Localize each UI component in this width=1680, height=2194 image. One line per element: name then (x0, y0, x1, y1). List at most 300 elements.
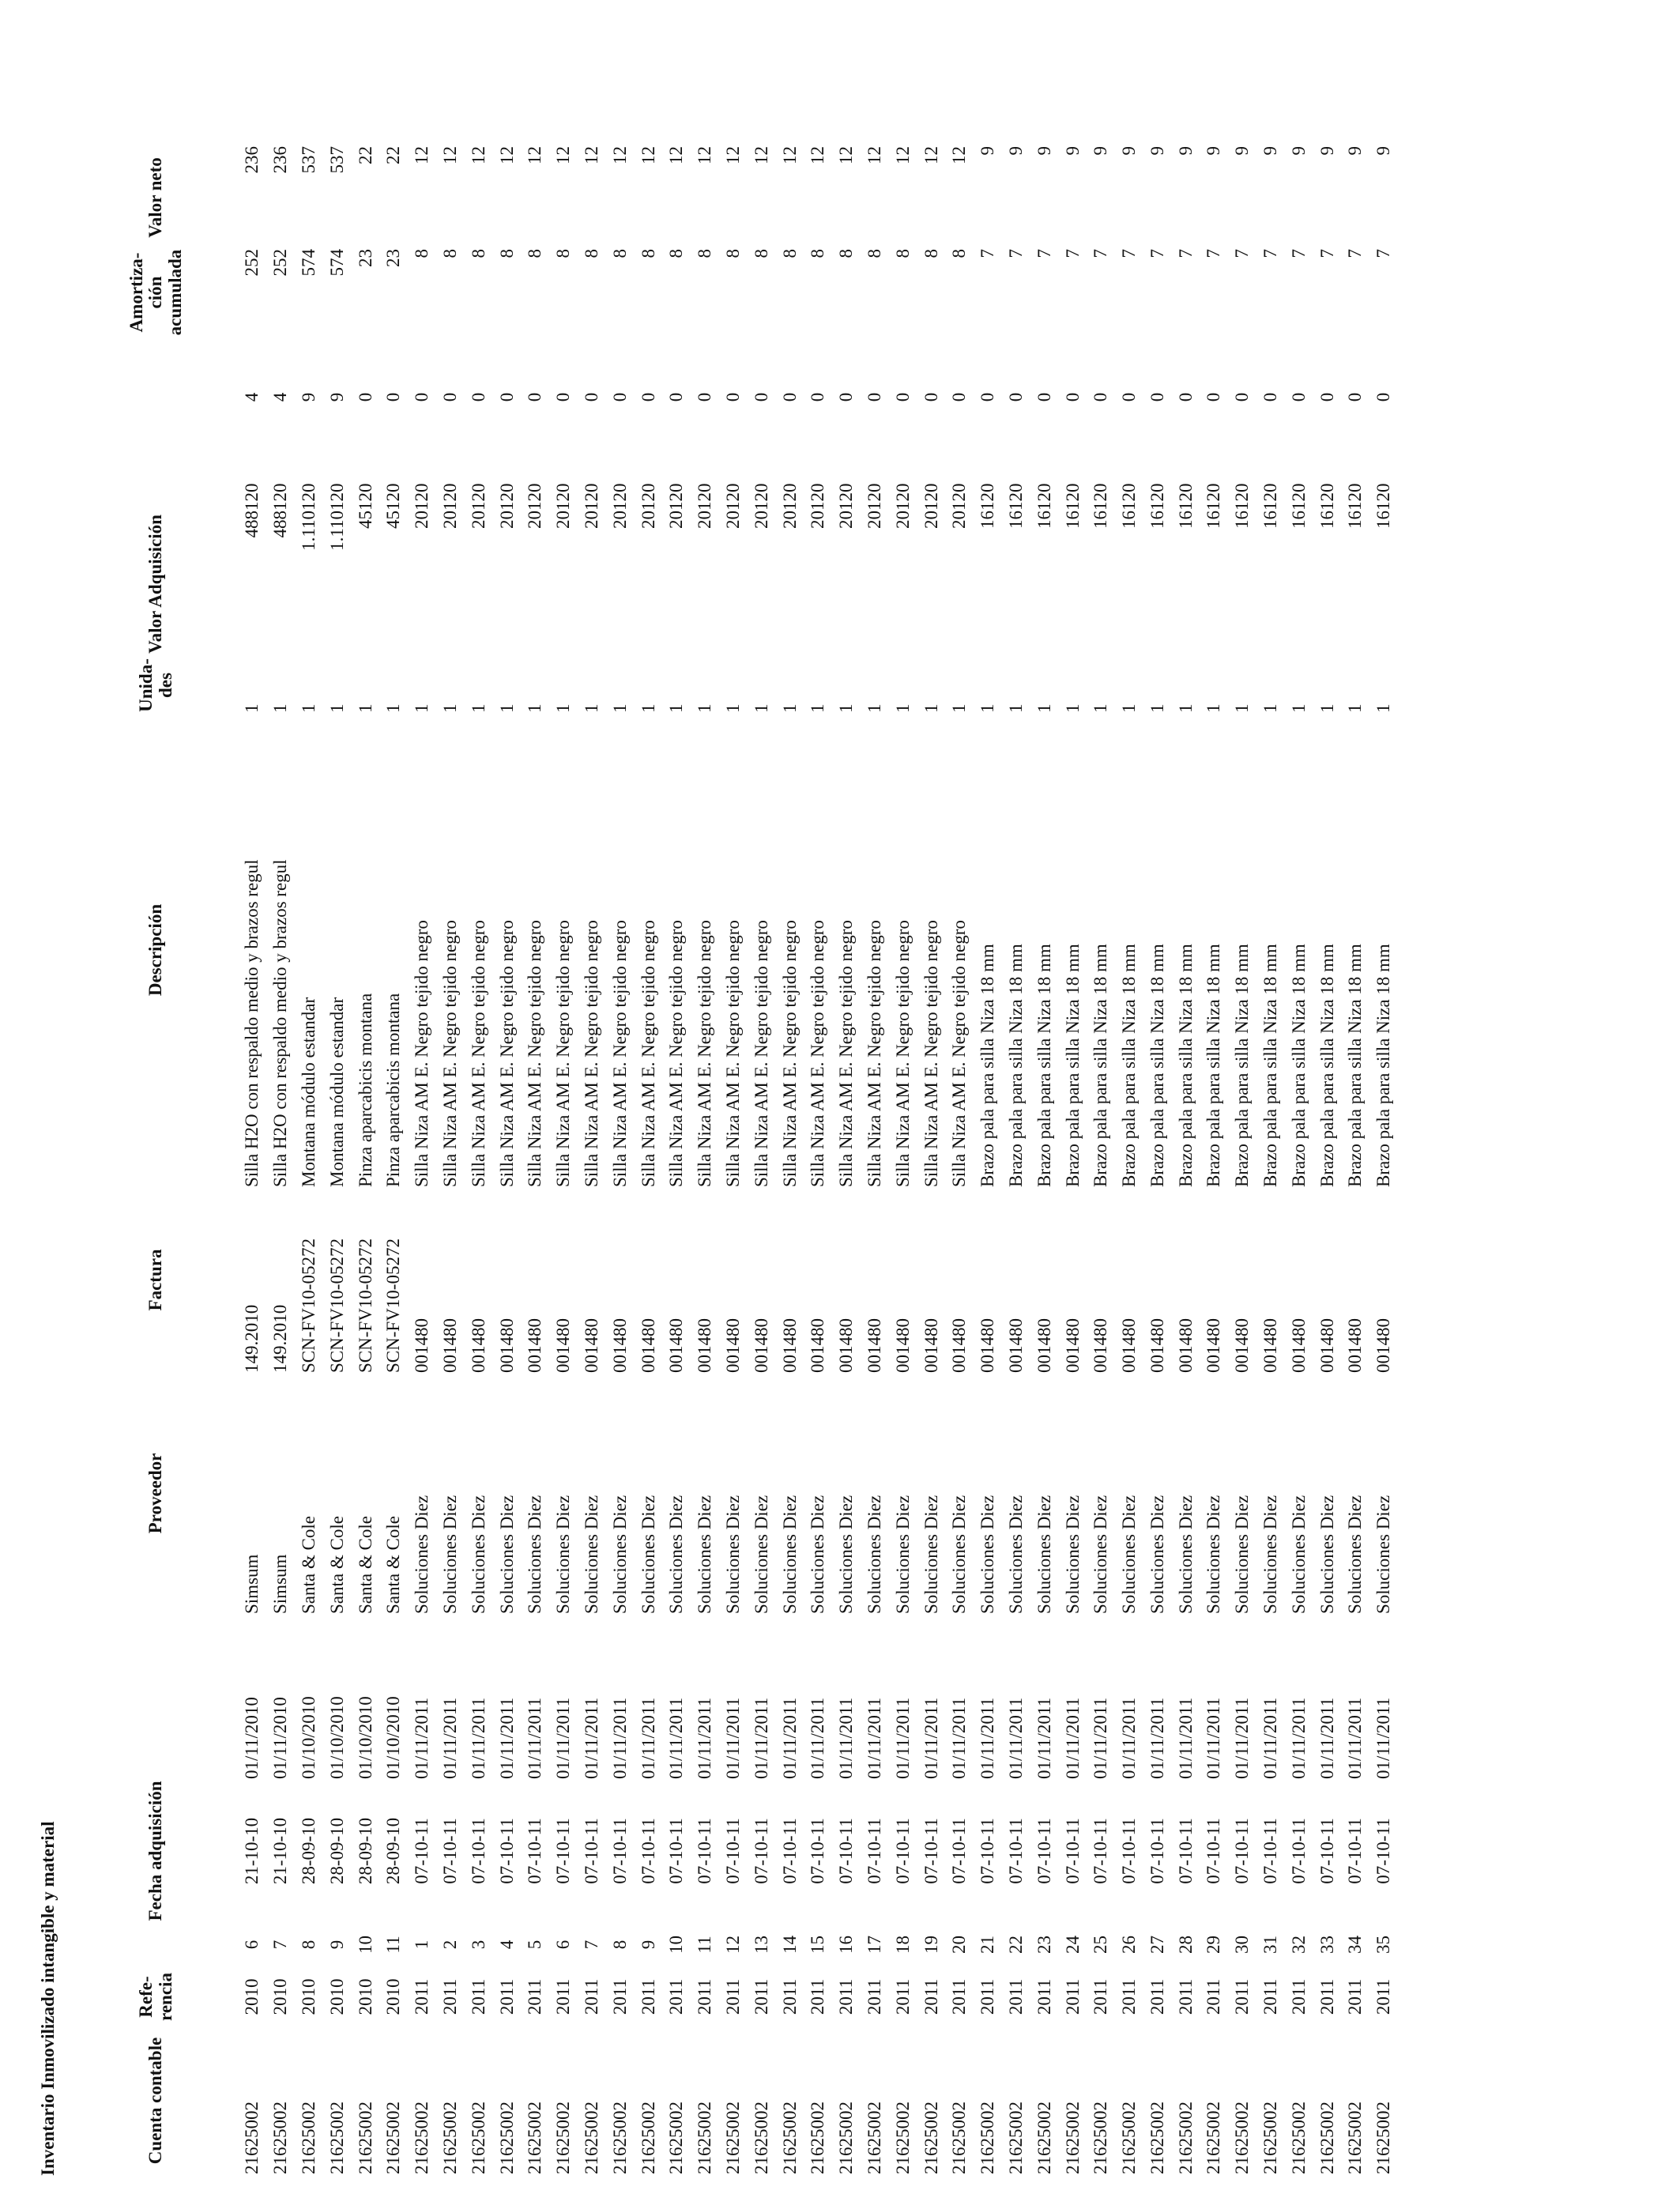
cell-factura: SCN-FV10-05272 (298, 1238, 318, 1373)
cell-cuenta: 21625002 (1034, 2102, 1054, 2174)
cell-porcentaje: 4 (270, 392, 291, 402)
cell-vida-util: 120 (496, 483, 517, 511)
cell-porcentaje: 0 (1345, 392, 1365, 402)
cell-referencia-anio: 2011 (581, 1978, 601, 2015)
cell-unidades: 1 (525, 703, 545, 713)
header-blank (74, 336, 238, 458)
cell-fecha-alta: 01/11/2011 (892, 1697, 913, 1779)
cell-unidades: 1 (1317, 703, 1337, 713)
table-row (917, 146, 945, 2174)
cell-fecha: 07-10-11 (1203, 1818, 1224, 1884)
cell-valor-neto: 236 (242, 146, 262, 174)
cell-amortizacion: 8 (525, 249, 545, 258)
cell-referencia-anio: 2011 (921, 1978, 941, 2015)
cell-factura: 001480 (1147, 1318, 1167, 1373)
cell-unidades: 1 (468, 703, 488, 713)
cell-porcentaje: 9 (298, 392, 318, 402)
cell-valor-neto: 12 (722, 146, 743, 164)
cell-porcentaje: 0 (468, 392, 488, 402)
cell-fecha: 07-10-11 (977, 1818, 998, 1884)
cell-vida-util: 120 (808, 483, 828, 511)
cell-referencia-anio: 2011 (666, 1978, 687, 2015)
cell-proveedor: Soluciones Diez (439, 1495, 460, 1614)
cell-fecha: 07-10-11 (1005, 1818, 1026, 1884)
cell-unidades: 1 (1260, 703, 1281, 713)
cell-descripcion: Silla Niza AM E. Negro tejido negro (892, 920, 913, 1187)
cell-amortizacion: 7 (1034, 249, 1054, 258)
cell-proveedor: Soluciones Diez (1203, 1495, 1224, 1614)
header-referencia: Refe- rencia (136, 1973, 175, 2021)
cell-valor-neto: 9 (1034, 146, 1054, 156)
cell-valor: 20 (439, 511, 460, 529)
header-proveedor: Proveedor (145, 1453, 166, 1534)
cell-factura: 001480 (1062, 1318, 1083, 1373)
table-row (266, 146, 295, 2174)
cell-referencia-num: 19 (921, 1936, 941, 1954)
cell-factura: 001480 (1034, 1318, 1054, 1373)
cell-proveedor: Soluciones Diez (1147, 1495, 1167, 1614)
cell-fecha-alta: 01/11/2011 (412, 1697, 432, 1779)
cell-amortizacion: 8 (496, 249, 517, 258)
cell-valor-neto: 22 (355, 146, 375, 164)
cell-referencia-num: 24 (1062, 1936, 1083, 1954)
cell-valor: 20 (722, 511, 743, 529)
cell-vida-util: 120 (921, 483, 941, 511)
cell-referencia-anio: 2011 (808, 1978, 828, 2015)
cell-cuenta: 21625002 (1062, 2102, 1083, 2174)
cell-porcentaje: 0 (1203, 392, 1224, 402)
cell-fecha: 07-10-11 (1232, 1818, 1252, 1884)
cell-amortizacion: 7 (1062, 249, 1083, 258)
cell-cuenta: 21625002 (439, 2102, 460, 2174)
cell-fecha: 21-10-10 (270, 1817, 291, 1885)
cell-proveedor: Soluciones Diez (1119, 1495, 1139, 1614)
cell-cuenta: 21625002 (1090, 2102, 1111, 2174)
cell-factura: 001480 (412, 1318, 432, 1373)
cell-referencia-num: 28 (1175, 1936, 1196, 1954)
cell-fecha: 07-10-11 (892, 1818, 913, 1884)
cell-valor: 20 (553, 511, 574, 529)
table-row (605, 146, 634, 2174)
cell-porcentaje: 0 (1090, 392, 1111, 402)
header-blank (74, 1923, 238, 1966)
cell-unidades: 1 (326, 703, 347, 713)
cell-fecha-alta: 01/11/2011 (439, 1697, 460, 1779)
cell-vida-util: 120 (1232, 483, 1252, 511)
cell-cuenta: 21625002 (977, 2102, 998, 2174)
cell-vida-util: 120 (1317, 483, 1337, 511)
cell-valor: 16 (1090, 511, 1111, 529)
cell-cuenta: 21625002 (468, 2102, 488, 2174)
cell-vida-util: 120 (977, 483, 998, 511)
cell-amortizacion: 7 (1260, 249, 1281, 258)
table-row (1115, 146, 1143, 2174)
cell-valor-neto: 236 (270, 146, 291, 174)
cell-proveedor: Soluciones Diez (808, 1495, 828, 1614)
cell-descripcion: Brazo pala para silla Niza 18 mm (1232, 944, 1252, 1187)
cell-unidades: 1 (751, 703, 771, 713)
cell-valor: 20 (525, 511, 545, 529)
cell-amortizacion: 252 (242, 249, 262, 277)
cell-fecha: 07-10-11 (1175, 1818, 1196, 1884)
cell-proveedor: Soluciones Diez (496, 1495, 517, 1614)
cell-valor-neto: 12 (695, 146, 715, 164)
cell-valor: 16 (977, 511, 998, 529)
cell-porcentaje: 0 (1232, 392, 1252, 402)
cell-factura: 001480 (1005, 1318, 1026, 1373)
cell-valor: 16 (1260, 511, 1281, 529)
cell-referencia-num: 9 (638, 1940, 658, 1950)
cell-referencia-anio: 2011 (695, 1978, 715, 2015)
cell-descripcion: Silla Niza AM E. Negro tejido negro (412, 920, 432, 1187)
cell-cuenta: 21625002 (836, 2102, 857, 2174)
cell-proveedor: Soluciones Diez (553, 1495, 574, 1614)
cell-amortizacion: 7 (1147, 249, 1167, 258)
cell-amortizacion: 23 (355, 249, 375, 267)
cell-factura: 001480 (468, 1318, 488, 1373)
cell-referencia-anio: 2011 (496, 1978, 517, 2015)
cell-descripcion: Montana módulo estandar (326, 997, 347, 1187)
cell-valor: 20 (779, 511, 800, 529)
cell-valor-neto: 12 (439, 146, 460, 164)
cell-cuenta: 21625002 (1119, 2102, 1139, 2174)
cell-referencia-anio: 2011 (1260, 1978, 1281, 2015)
cell-amortizacion: 23 (383, 249, 404, 267)
cell-factura: 149.2010 (242, 1304, 262, 1373)
cell-valor-neto: 12 (751, 146, 771, 164)
cell-proveedor: Santa & Cole (355, 1516, 375, 1614)
cell-fecha-alta: 01/11/2011 (808, 1697, 828, 1779)
cell-valor: 45 (383, 511, 404, 529)
cell-vida-util: 120 (666, 483, 687, 511)
table-row (1058, 146, 1087, 2174)
cell-unidades: 1 (1147, 703, 1167, 713)
cell-porcentaje: 0 (383, 392, 404, 402)
cell-fecha: 07-10-11 (1317, 1818, 1337, 1884)
cell-vida-util: 120 (383, 483, 404, 511)
cell-factura: 001480 (892, 1318, 913, 1373)
cell-proveedor: Soluciones Diez (1175, 1495, 1196, 1614)
header-cuenta: Cuenta contable (145, 2037, 166, 2165)
cell-descripcion: Brazo pala para silla Niza 18 mm (977, 944, 998, 1187)
cell-referencia-num: 10 (666, 1936, 687, 1954)
cell-referencia-anio: 2011 (525, 1978, 545, 2015)
cell-fecha-alta: 01/11/2011 (1288, 1697, 1309, 1779)
cell-cuenta: 21625002 (355, 2102, 375, 2174)
cell-cuenta: 21625002 (1232, 2102, 1252, 2174)
cell-fecha-alta: 01/11/2011 (553, 1697, 574, 1779)
cell-fecha-alta: 01/11/2011 (1232, 1697, 1252, 1779)
cell-amortizacion: 8 (892, 249, 913, 258)
cell-factura: 001480 (1090, 1318, 1111, 1373)
cell-vida-util: 120 (751, 483, 771, 511)
cell-fecha: 07-10-11 (1288, 1818, 1309, 1884)
cell-fecha-alta: 01/11/2011 (836, 1697, 857, 1779)
cell-fecha: 07-10-11 (722, 1818, 743, 1884)
cell-amortizacion: 8 (468, 249, 488, 258)
cell-valor: 1.110 (326, 511, 347, 551)
cell-fecha: 07-10-11 (581, 1818, 601, 1884)
cell-proveedor: Soluciones Diez (1090, 1495, 1111, 1614)
cell-valor-neto: 12 (609, 146, 630, 164)
cell-fecha: 07-10-11 (1090, 1818, 1111, 1884)
table-row (861, 146, 889, 2174)
cell-descripcion: Brazo pala para silla Niza 18 mm (1119, 944, 1139, 1187)
cell-cuenta: 21625002 (1175, 2102, 1196, 2174)
cell-valor: 20 (468, 511, 488, 529)
cell-unidades: 1 (864, 703, 884, 713)
cell-referencia-anio: 2011 (1288, 1978, 1309, 2015)
cell-cuenta: 21625002 (242, 2102, 262, 2174)
cell-referencia-anio: 2011 (779, 1978, 800, 2015)
cell-amortizacion: 7 (977, 249, 998, 258)
cell-fecha: 28-09-10 (383, 1817, 404, 1885)
cell-proveedor: Soluciones Diez (1345, 1495, 1365, 1614)
cell-vida-util: 120 (1062, 483, 1083, 511)
table-row (662, 146, 691, 2174)
cell-amortizacion: 8 (581, 249, 601, 258)
cell-descripcion: Silla Niza AM E. Negro tejido negro (496, 920, 517, 1187)
cell-fecha-alta: 01/11/2011 (638, 1697, 658, 1779)
cell-valor-neto: 12 (836, 146, 857, 164)
cell-proveedor: Soluciones Diez (1373, 1495, 1394, 1614)
cell-unidades: 1 (1090, 703, 1111, 713)
cell-cuenta: 21625002 (808, 2102, 828, 2174)
cell-cuenta: 21625002 (666, 2102, 687, 2174)
cell-proveedor: Simsum (242, 1554, 262, 1614)
cell-valor-neto: 9 (1260, 146, 1281, 156)
cell-fecha: 07-10-11 (439, 1818, 460, 1884)
cell-descripcion: Brazo pala para silla Niza 18 mm (1317, 944, 1337, 1187)
cell-fecha: 28-09-10 (298, 1817, 318, 1885)
cell-factura: 001480 (977, 1318, 998, 1373)
cell-cuenta: 21625002 (751, 2102, 771, 2174)
cell-fecha-alta: 01/11/2011 (921, 1697, 941, 1779)
cell-unidades: 1 (298, 703, 318, 713)
cell-fecha: 07-10-11 (638, 1818, 658, 1884)
cell-unidades: 1 (581, 703, 601, 713)
cell-descripcion: Brazo pala para silla Niza 18 mm (1345, 944, 1365, 1187)
cell-proveedor: Soluciones Diez (468, 1495, 488, 1614)
cell-fecha-alta: 01/11/2011 (609, 1697, 630, 1779)
cell-valor: 20 (581, 511, 601, 529)
cell-referencia-anio: 2011 (751, 1978, 771, 2015)
cell-proveedor: Soluciones Diez (638, 1495, 658, 1614)
cell-fecha: 07-10-11 (412, 1818, 432, 1884)
cell-factura: 001480 (1373, 1318, 1394, 1373)
cell-porcentaje: 0 (921, 392, 941, 402)
cell-descripcion: Silla Niza AM E. Negro tejido negro (666, 920, 687, 1187)
cell-amortizacion: 8 (722, 249, 743, 258)
cell-vida-util: 120 (722, 483, 743, 511)
cell-porcentaje: 0 (666, 392, 687, 402)
cell-referencia-anio: 2011 (1175, 1978, 1196, 2015)
cell-vida-util: 120 (1034, 483, 1054, 511)
cell-descripcion: Silla Niza AM E. Negro tejido negro (921, 920, 941, 1187)
cell-referencia-num: 7 (270, 1940, 291, 1950)
cell-referencia-num: 2 (439, 1940, 460, 1950)
cell-porcentaje: 0 (1005, 392, 1026, 402)
cell-unidades: 1 (1175, 703, 1196, 713)
cell-referencia-anio: 2011 (1005, 1978, 1026, 2015)
cell-valor: 16 (1317, 511, 1337, 529)
cell-valor-neto: 9 (1232, 146, 1252, 156)
cell-amortizacion: 574 (326, 249, 347, 277)
cell-vida-util: 120 (1119, 483, 1139, 511)
table-row (747, 146, 775, 2174)
cell-proveedor: Soluciones Diez (836, 1495, 857, 1614)
cell-factura: SCN-FV10-05272 (383, 1238, 404, 1373)
cell-proveedor: Soluciones Diez (412, 1495, 432, 1614)
cell-fecha: 07-10-11 (1062, 1818, 1083, 1884)
header-factura: Factura (145, 1249, 166, 1311)
cell-porcentaje: 0 (496, 392, 517, 402)
cell-descripcion: Brazo pala para silla Niza 18 mm (1147, 944, 1167, 1187)
cell-amortizacion: 252 (270, 249, 291, 277)
cell-vida-util: 120 (1090, 483, 1111, 511)
cell-fecha: 28-09-10 (355, 1817, 375, 1885)
cell-vida-util: 120 (298, 483, 318, 511)
cell-porcentaje: 0 (808, 392, 828, 402)
cell-referencia-anio: 2011 (1373, 1978, 1394, 2015)
cell-vida-util: 120 (695, 483, 715, 511)
cell-proveedor: Soluciones Diez (1317, 1495, 1337, 1614)
table-row (719, 146, 748, 2174)
cell-fecha: 07-10-11 (1373, 1818, 1394, 1884)
cell-unidades: 1 (1119, 703, 1139, 713)
table-row (322, 146, 351, 2174)
cell-proveedor: Soluciones Diez (977, 1495, 998, 1614)
cell-proveedor: Soluciones Diez (666, 1495, 687, 1614)
cell-amortizacion: 7 (1345, 249, 1365, 258)
cell-cuenta: 21625002 (326, 2102, 347, 2174)
cell-amortizacion: 8 (666, 249, 687, 258)
cell-vida-util: 120 (609, 483, 630, 511)
cell-porcentaje: 0 (779, 392, 800, 402)
cell-valor: 20 (921, 511, 941, 529)
cell-unidades: 1 (1062, 703, 1083, 713)
cell-fecha: 07-10-11 (1147, 1818, 1167, 1884)
header-unidades: Unida- des (136, 658, 175, 712)
cell-amortizacion: 8 (609, 249, 630, 258)
cell-valor-neto: 9 (1090, 146, 1111, 156)
cell-proveedor: Soluciones Diez (751, 1495, 771, 1614)
cell-porcentaje: 0 (1175, 392, 1196, 402)
cell-cuenta: 21625002 (1147, 2102, 1167, 2174)
cell-referencia-num: 17 (864, 1936, 884, 1954)
cell-fecha-alta: 01/11/2011 (666, 1697, 687, 1779)
cell-amortizacion: 8 (553, 249, 574, 258)
cell-unidades: 1 (695, 703, 715, 713)
cell-factura: 001480 (638, 1318, 658, 1373)
table-row (295, 146, 323, 2174)
cell-proveedor: Soluciones Diez (581, 1495, 601, 1614)
cell-fecha: 07-10-11 (751, 1818, 771, 1884)
cell-referencia-anio: 2011 (722, 1978, 743, 2015)
cell-unidades: 1 (808, 703, 828, 713)
cell-referencia-num: 21 (977, 1936, 998, 1954)
cell-vida-util: 120 (1147, 483, 1167, 511)
cell-porcentaje: 0 (695, 392, 715, 402)
cell-fecha-alta: 01/10/2010 (326, 1696, 347, 1779)
cell-porcentaje: 0 (1260, 392, 1281, 402)
cell-proveedor: Soluciones Diez (892, 1495, 913, 1614)
cell-cuenta: 21625002 (1373, 2102, 1394, 2174)
table-row (1228, 146, 1256, 2174)
cell-porcentaje: 4 (242, 392, 262, 402)
table-row (464, 146, 492, 2174)
cell-proveedor: Soluciones Diez (949, 1495, 970, 1614)
cell-cuenta: 21625002 (779, 2102, 800, 2174)
table-row (691, 146, 719, 2174)
cell-fecha-alta: 01/11/2011 (1317, 1697, 1337, 1779)
cell-cuenta: 21625002 (722, 2102, 743, 2174)
cell-valor-neto: 12 (892, 146, 913, 164)
cell-fecha-alta: 01/11/2011 (1062, 1697, 1083, 1779)
cell-vida-util: 120 (892, 483, 913, 511)
cell-valor-neto: 9 (1147, 146, 1167, 156)
cell-fecha: 07-10-11 (1345, 1818, 1365, 1884)
cell-cuenta: 21625002 (892, 2102, 913, 2174)
cell-referencia-anio: 2011 (553, 1978, 574, 2015)
cell-descripcion: Silla Niza AM E. Negro tejido negro (808, 920, 828, 1187)
cell-referencia-num: 25 (1090, 1936, 1111, 1954)
cell-referencia-anio: 2011 (949, 1978, 970, 2015)
cell-factura: 001480 (525, 1318, 545, 1373)
table-row (351, 146, 379, 2174)
cell-vida-util: 120 (412, 483, 432, 511)
cell-descripcion: Silla Niza AM E. Negro tejido negro (581, 920, 601, 1187)
cell-valor-neto: 9 (1005, 146, 1026, 156)
cell-valor: 16 (1062, 511, 1083, 529)
cell-fecha: 07-10-11 (949, 1818, 970, 1884)
cell-porcentaje: 0 (1288, 392, 1309, 402)
cell-factura: 001480 (1260, 1318, 1281, 1373)
cell-amortizacion: 8 (751, 249, 771, 258)
cell-amortizacion: 7 (1232, 249, 1252, 258)
cell-unidades: 1 (439, 703, 460, 713)
cell-valor-neto: 12 (553, 146, 574, 164)
cell-valor: 16 (1203, 511, 1224, 529)
cell-cuenta: 21625002 (298, 2102, 318, 2174)
cell-factura: 001480 (439, 1318, 460, 1373)
cell-amortizacion: 8 (808, 249, 828, 258)
cell-fecha: 07-10-11 (921, 1818, 941, 1884)
cell-unidades: 1 (949, 703, 970, 713)
cell-proveedor: Soluciones Diez (1062, 1495, 1083, 1614)
cell-referencia-num: 32 (1288, 1936, 1309, 1954)
cell-valor-neto: 12 (779, 146, 800, 164)
cell-valor-neto: 9 (1062, 146, 1083, 156)
cell-descripcion: Brazo pala para silla Niza 18 mm (1062, 944, 1083, 1187)
cell-fecha-alta: 01/11/2011 (468, 1697, 488, 1779)
cell-referencia-num: 10 (355, 1936, 375, 1954)
header-row (74, 146, 238, 2174)
cell-fecha: 07-10-11 (1260, 1818, 1281, 1884)
cell-referencia-num: 31 (1260, 1936, 1281, 1954)
cell-porcentaje: 0 (439, 392, 460, 402)
cell-fecha: 07-10-11 (779, 1818, 800, 1884)
cell-vida-util: 120 (779, 483, 800, 511)
cell-valor-neto: 12 (412, 146, 432, 164)
cell-proveedor: Soluciones Diez (609, 1495, 630, 1614)
cell-referencia-num: 18 (892, 1936, 913, 1954)
cell-referencia-num: 29 (1203, 1936, 1224, 1954)
cell-amortizacion: 7 (1203, 249, 1224, 258)
cell-amortizacion: 8 (836, 249, 857, 258)
cell-fecha-alta: 01/11/2011 (751, 1697, 771, 1779)
cell-valor: 20 (666, 511, 687, 529)
